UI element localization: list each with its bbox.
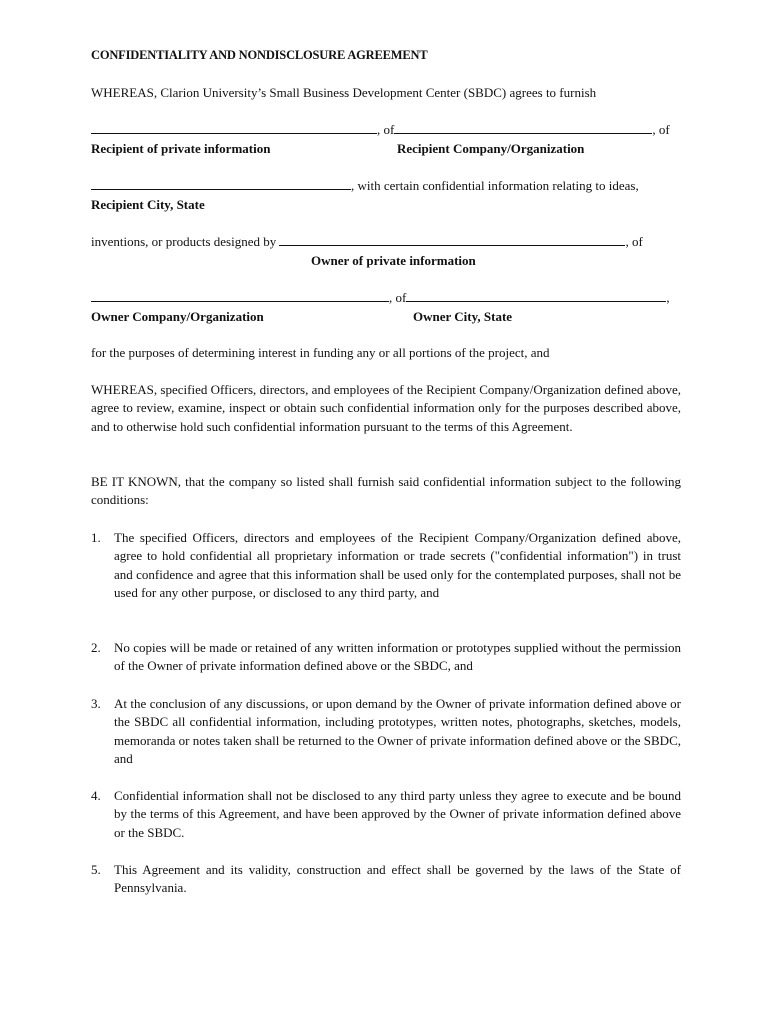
recipient-name-blank[interactable] bbox=[91, 121, 377, 134]
recipient-end-text: , of bbox=[652, 122, 670, 137]
owner-of-text: , of bbox=[389, 290, 407, 305]
owner-city-label: Owner City, State bbox=[413, 309, 513, 324]
condition-item bbox=[91, 639, 681, 676]
recipient-of-text: , of bbox=[377, 122, 395, 137]
condition-number: 4. bbox=[91, 788, 101, 803]
owner-city-blank[interactable] bbox=[406, 289, 666, 302]
condition-item bbox=[91, 787, 681, 842]
owner-company-row bbox=[91, 289, 681, 307]
recipient-row bbox=[91, 121, 681, 139]
be-it-known-paragraph: BE IT KNOWN, that the company so listed shall furnish said confidential information subject to the following conditions: bbox=[91, 474, 681, 508]
purpose-paragraph: for the purposes of determining interest in funding any or all portions of the project, and bbox=[91, 345, 550, 360]
condition-number: 3. bbox=[91, 696, 101, 711]
owner-name-blank[interactable] bbox=[279, 233, 625, 246]
owner-name-label: Owner of private information bbox=[311, 253, 476, 268]
owner-end-text: , bbox=[666, 290, 670, 305]
recipient-city-tail: , with certain confidential information relating to ideas, bbox=[351, 178, 639, 193]
owner-end-text: , of bbox=[625, 234, 643, 249]
condition-item bbox=[91, 695, 681, 768]
owner-row bbox=[91, 233, 681, 251]
condition-number: 2. bbox=[91, 640, 101, 655]
condition-text: Confidential information shall not be disclosed to any third party unless they agree to execute and be bound by the terms of this Agreement, and have been approved by the Owner of private information defined above or the SBDC. bbox=[114, 788, 681, 840]
condition-text: This Agreement and its validity, construction and effect shall be governed by the laws of the State of Pennsylvania. bbox=[114, 862, 681, 896]
condition-item bbox=[91, 861, 681, 898]
owner-company-label: Owner Company/Organization bbox=[91, 309, 264, 324]
whereas-paragraph: WHEREAS, specified Officers, directors, and employees of the Recipient Company/Organization defined above, agree to review, examine, inspect or obtain such confidential information only for the purposes described above, and to otherwise hold such confidential information pursuant to the terms of this Agreement. bbox=[91, 382, 681, 434]
owner-lead-text: inventions, or products designed by bbox=[91, 234, 277, 249]
owner-company-blank[interactable] bbox=[91, 289, 389, 302]
condition-item bbox=[91, 529, 681, 602]
condition-number: 5. bbox=[91, 862, 101, 877]
recipient-company-blank[interactable] bbox=[394, 121, 652, 134]
intro-whereas: WHEREAS, Clarion University’s Small Business Development Center (SBDC) agrees to furnish bbox=[91, 85, 597, 100]
recipient-company-label: Recipient Company/Organization bbox=[397, 141, 585, 156]
condition-text: The specified Officers, directors and employees of the Recipient Company/Organization defined above, agree to hold confidential all proprietary information or trade secrets ("confidential information") in trust and confidence and agree that this information shall be used only for the contemplated purposes, shall not be used for any other purpose, or disclosed to any third party, and bbox=[114, 530, 681, 600]
recipient-city-row bbox=[91, 177, 681, 195]
recipient-city-label: Recipient City, State bbox=[91, 197, 205, 212]
condition-text: No copies will be made or retained of any written information or prototypes supplied without the permission of the Owner of private information defined above or the SBDC, and bbox=[114, 640, 681, 674]
recipient-name-label: Recipient of private information bbox=[91, 141, 271, 156]
condition-number: 1. bbox=[91, 530, 101, 545]
condition-text: At the conclusion of any discussions, or upon demand by the Owner of private information defined above or the SBDC all confidential information, including prototypes, written notes, photographs, sketches, models, memoranda or notes taken shall be returned to the Owner of private information defined above or the SBDC, and bbox=[114, 696, 681, 766]
document-title: CONFIDENTIALITY AND NONDISCLOSURE AGREEMENT bbox=[91, 48, 428, 62]
recipient-city-blank[interactable] bbox=[91, 177, 351, 190]
